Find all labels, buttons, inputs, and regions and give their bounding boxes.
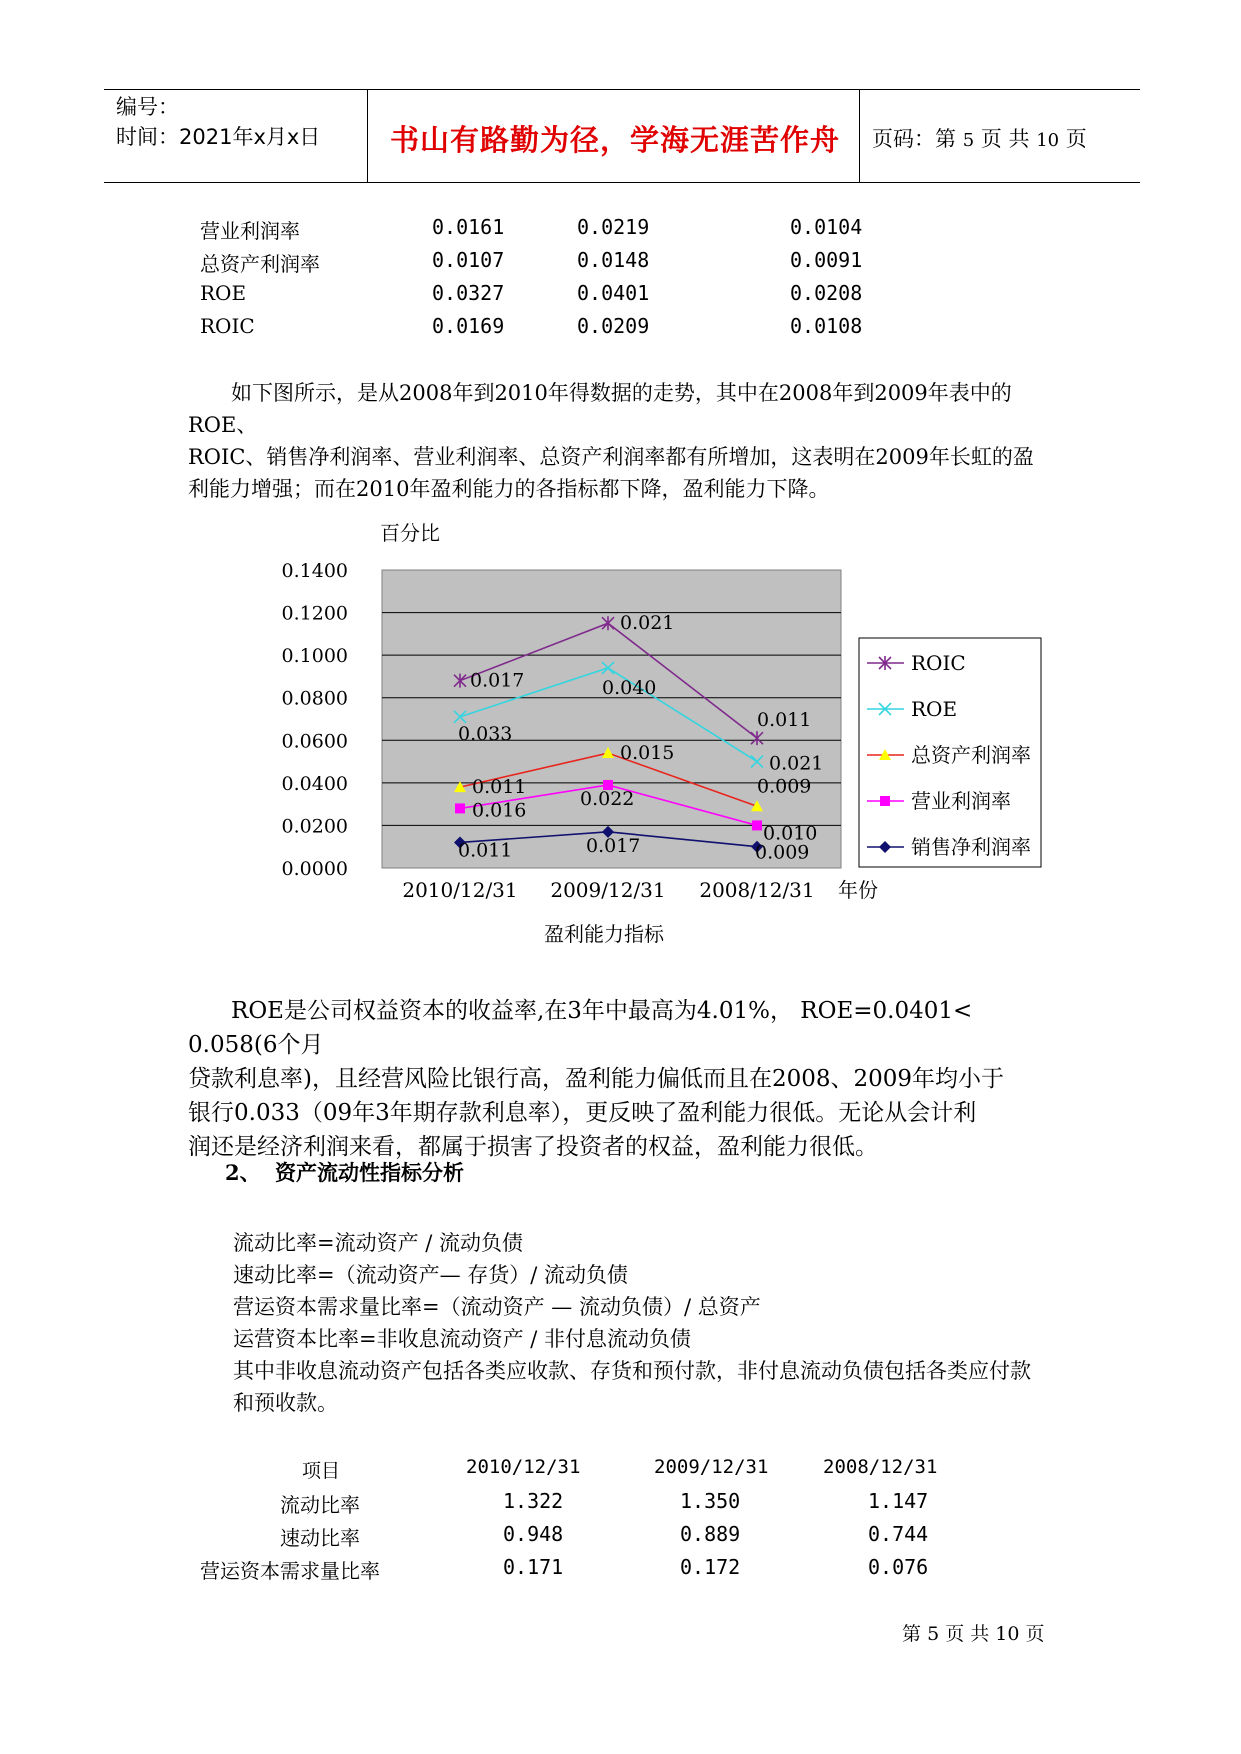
paragraph-line: ROE是公司权益资本的收益率,在3年中最高为4.01%， ROE=0.0401< 0.058(6个月 [188,998,973,1058]
y-tick-label: 0.1000 [281,645,348,668]
paragraph-trend [188,377,1058,505]
square-marker [880,796,890,806]
formula-line: 流动比率=流动资产 / 流动负债 [233,1231,524,1255]
data-label: 0.017 [470,669,525,692]
formula-line: 速动比率=（流动资产— 存货）/ 流动负债 [233,1263,629,1287]
profitability-chart [0,520,1241,960]
data-label: 0.010 [763,822,818,845]
row-value: 0.0148 [577,248,650,272]
data-label: 0.022 [580,787,635,810]
data-label: 0.015 [620,742,675,765]
paragraph-line: ROIC、销售净利润率、营业利润率、总资产利润率都有所增加，这表明在2009年长虹的盈 [188,445,1034,469]
square-marker [752,820,762,830]
formula-line: 营运资本需求量比率=（流动资产 — 流动负债）/ 总资产 [233,1295,761,1319]
data-label: 0.033 [458,722,513,745]
paragraph-line: 润还是经济利润来看，都属于损害了投资者的权益，盈利能力很低。 [188,1134,878,1160]
row-value: 0.171 [503,1555,564,1579]
data-label: 0.011 [472,776,527,799]
paragraph-line: 如下图所示，是从2008年到2010年得数据的走势，其中在2008年到2009年表中的ROE、 [188,381,1012,437]
page-label-mid: 页 共 [980,127,1030,151]
footer-pre: 第 [902,1623,922,1645]
footer-post: 页 [1025,1623,1045,1645]
y-tick-label: 0.1200 [281,602,348,625]
x-axis-label: 年份 [838,878,878,902]
row-value: 0.0161 [432,215,505,239]
chart-title: 盈利能力指标 [544,922,664,946]
data-label: 0.021 [769,752,824,775]
page-number: 5 [962,130,975,151]
x-tick-label: 2009/12/31 [550,878,666,902]
y-tick-label: 0.0400 [281,772,348,795]
row-value: 0.0091 [790,248,863,272]
header-divider-left [367,89,368,183]
data-label: 0.011 [757,709,812,732]
paragraph-line: 贷款利息率)，且经营风险比银行高，盈利能力偏低而且在2008、2009年均小于 [188,1066,1005,1092]
row-label: ROIC [200,314,255,338]
column-header: 2010/12/31 [466,1456,581,1478]
section-title: 资产流动性指标分析 [275,1160,464,1185]
footer-page-total: 10 [995,1623,1020,1645]
formula-line: 和预收款。 [233,1391,338,1415]
header-motto: 书山有路勤为径，学海无涯苦作舟 [389,123,840,157]
legend-label: 营业利润率 [911,789,1011,813]
square-marker [455,803,465,813]
row-value: 0.744 [868,1522,929,1546]
formula-list [233,1227,1063,1419]
footer-page-number: 5 [927,1623,940,1645]
row-value: 0.0208 [790,281,863,305]
data-label: 0.011 [458,839,513,862]
formula-line: 其中非收息流动资产包括各类应收款、存货和预付款，非付息流动负债包括各类应付款 [233,1359,1031,1383]
row-value: 0.0209 [577,314,650,338]
row-value: 0.172 [680,1555,741,1579]
header-top-rule [104,89,1140,90]
row-value: 0.0327 [432,281,505,305]
formula-line: 运营资本比率=非收息流动资产 / 非付息流动负债 [233,1327,692,1351]
row-value: 1.350 [680,1489,741,1513]
row-value: 0.0108 [790,314,863,338]
legend-label: ROE [911,697,958,721]
header-bottom-rule [104,182,1140,183]
legend-label: ROIC [911,651,966,675]
row-label: 营运资本需求量比率 [200,1559,380,1583]
row-value: 0.076 [868,1555,929,1579]
column-header: 2008/12/31 [823,1456,938,1478]
row-value: 0.0169 [432,314,505,338]
header-page-info [872,123,1087,153]
paragraph-line: 利能力增强；而在2010年盈利能力的各指标都下降，盈利能力下降。 [188,477,830,501]
y-tick-label: 0.1400 [281,560,348,582]
y-tick-label: 0.0000 [281,858,348,880]
row-value: 1.322 [503,1489,564,1513]
x-tick-label: 2010/12/31 [402,878,518,902]
row-label: 流动比率 [280,1493,360,1517]
x-tick-label: 2008/12/31 [699,878,815,902]
data-label: 0.009 [755,841,810,864]
row-value: 0.948 [503,1522,564,1546]
footer-mid: 页 共 [945,1623,990,1645]
row-value: 1.147 [868,1489,929,1513]
row-label: 营业利润率 [200,219,300,243]
legend-label: 总资产利润率 [911,743,1031,767]
y-axis-label: 百分比 [380,521,440,545]
column-header: 2009/12/31 [654,1456,769,1478]
page-label-post: 页 [1065,127,1087,151]
time-label: 时间：2021年x月x日 [116,125,321,149]
data-label: 0.016 [472,799,527,822]
legend-label: 销售净利润率 [911,835,1031,859]
page-footer [902,1619,1045,1646]
paragraph-roe [188,994,1068,1164]
serial-label: 编号： [116,95,179,119]
x-tick-labels [402,878,814,902]
y-tick-label: 0.0600 [281,730,348,753]
row-value: 0.0219 [577,215,650,239]
row-label: 总资产利润率 [200,252,320,276]
row-value: 0.889 [680,1522,741,1546]
y-tick-labels [282,560,348,880]
data-label: 0.009 [757,775,812,798]
y-tick-label: 0.0800 [281,687,348,710]
data-label: 0.040 [602,676,657,699]
row-label: 速动比率 [280,1526,360,1550]
data-label: 0.017 [586,834,641,857]
data-label: 0.021 [620,612,675,635]
paragraph-line: 银行0.033（09年3年期存款利息率），更反映了盈利能力很低。无论从会计利 [188,1100,977,1126]
header-meta [116,92,320,152]
row-value: 0.0104 [790,215,863,239]
page-total: 10 [1036,130,1060,151]
row-label: ROE [200,281,247,305]
row-value: 0.0107 [432,248,505,272]
row-value: 0.0401 [577,281,650,305]
section-number: 2、 [225,1160,261,1185]
y-tick-label: 0.0200 [281,815,348,838]
page-label-pre: 页码：第 [872,127,956,151]
section-heading [225,1157,464,1187]
column-header: 项目 [302,1460,341,1482]
